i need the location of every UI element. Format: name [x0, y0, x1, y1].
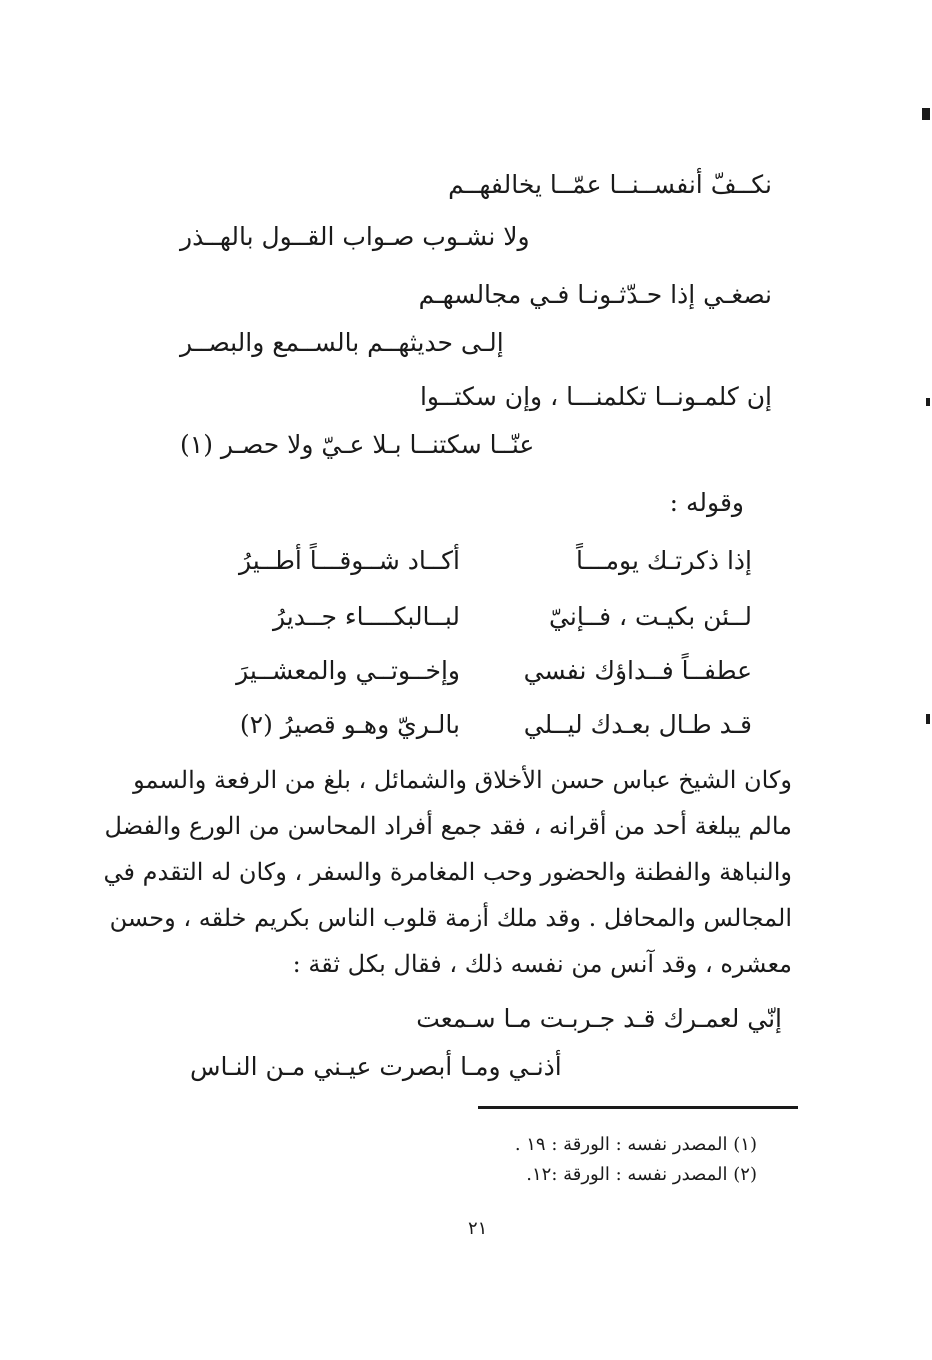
- scan-mark-top: [922, 108, 930, 120]
- intro-text: وقوله :: [669, 488, 744, 517]
- poem2-verse2-first-hemistich: لــئن بكيـت ، فــإنيّ: [549, 602, 752, 631]
- footnote-1: (١) المصدر نفسه : الورقة : ١٩ .: [514, 1134, 757, 1155]
- poem2-verse1-first-hemistich: إذا ذكرتـك يومـــاً: [576, 546, 752, 575]
- scan-mark-middle: [926, 398, 930, 406]
- poem2-verse4-second-hemistich: بالـريّ وهـو قصيرُ (٢): [239, 710, 460, 739]
- paragraph-line4: المجالس والمحافل . وقد ملك أزمة قلوب الناس بكريم خلقه ، وحسن: [109, 904, 792, 932]
- poem1-line5: إن كلمـونــا تكلمنـــا ، وإن سكتــوا: [419, 382, 772, 411]
- poem3-line2: أذنـي ومـا أبصرت عيـني مـن النـاس: [190, 1052, 562, 1081]
- poem1-line3: نصغـي إذا حـدّثـونـا فـي مجالسهـم: [418, 280, 772, 309]
- poem3-line1: إنّي لعمـرك قـد جـربـت مـا سـمعت: [416, 1004, 782, 1033]
- poem2-verse3-second-hemistich: وإخــوتــي والمعشــيرَ: [236, 656, 460, 685]
- footnote-separator: [478, 1106, 798, 1109]
- poem1-line4: إلـى حديثهــم بالســمع والبصــر: [180, 328, 504, 357]
- poem1-line1: نكــفّ أنفســنــا عمّــا يخالفهــم: [448, 170, 772, 199]
- poem2-verse1-second-hemistich: أكــاد شــوقـــاً أطــيرُ: [238, 546, 460, 575]
- paragraph-line3: والنباهة والفطنة والحضور وحب المغامرة والسفر ، وكان له التقدم في: [103, 858, 792, 886]
- poem2-verse4-first-hemistich: قـد طـال بعـدك ليــلي: [523, 710, 752, 739]
- paragraph-line5: معشره ، وقد آنس من نفسه ذلك ، فقال بكل ثقة :: [292, 950, 792, 978]
- poem1-line2: ولا نشـوب صـواب القــول بالهــذر: [180, 222, 530, 251]
- poem2-verse2-second-hemistich: لبــالبكــــاء جــديرُ: [273, 602, 460, 631]
- paragraph-line2: مالم يبلغة أحد من أقرانه ، فقد جمع أفراد المحاسن من الورع والفضل: [104, 812, 792, 840]
- paragraph-line1: وكان الشيخ عباس حسن الأخلاق والشمائل ، بلغ من الرفعة والسمو: [133, 766, 792, 794]
- footnote-2: (٢) المصدر نفسه : الورقة :١٢.: [526, 1164, 757, 1185]
- scan-mark-lower: [926, 714, 930, 724]
- poem1-line6: عنّــا سكتنــا بـلا عـيّ ولا حصـر (١): [180, 430, 535, 459]
- page-number: ٢١: [468, 1218, 488, 1239]
- poem2-verse3-first-hemistich: عطفــاً فــداؤك نفسي: [523, 656, 752, 685]
